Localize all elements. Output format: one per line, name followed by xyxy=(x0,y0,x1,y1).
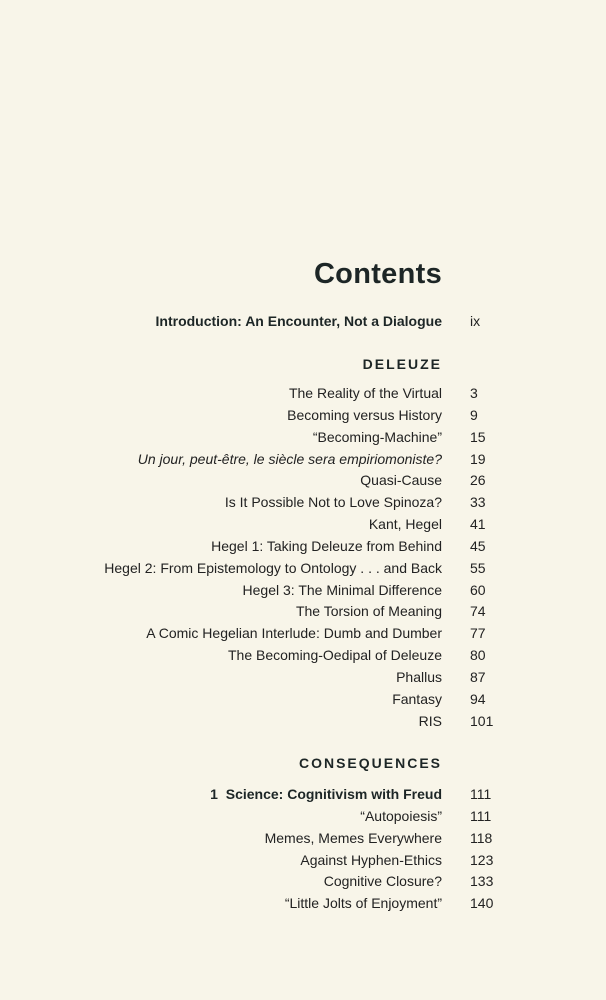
toc-introduction xyxy=(0,313,606,333)
toc-entry xyxy=(0,623,606,645)
section-heading-deleuze: DELEUZE xyxy=(362,356,442,372)
toc-entry-title: The Reality of the Virtual xyxy=(288,385,442,401)
toc-entry-title: Kant, Hegel xyxy=(368,516,442,533)
toc-entry-title: Against Hyphen-Ethics xyxy=(300,851,442,868)
toc-entry-title: Introduction: An Encounter, Not a Dialogue xyxy=(155,313,442,329)
toc-entry-title: RIS xyxy=(418,712,442,729)
toc-entry xyxy=(0,850,606,872)
toc-list-deleuze xyxy=(0,383,606,733)
toc-entry-page: 55 xyxy=(470,559,486,576)
toc-chapter-title: 1 Science: Cognitivism with Freud xyxy=(210,786,442,802)
toc-entry xyxy=(0,601,606,623)
toc-entry-title: Is It Possible Not to Love Spinoza? xyxy=(224,494,442,511)
toc-entry xyxy=(0,580,606,602)
toc-entry-page: 101 xyxy=(470,712,494,729)
toc-chapter-page: 111 xyxy=(470,786,492,802)
toc-entry xyxy=(0,470,606,492)
toc-entry xyxy=(0,711,606,733)
toc-entry-title: Un jour, peut-être, le siècle sera empiriomoniste? xyxy=(137,450,442,467)
toc-entry-title: Memes, Memes Everywhere xyxy=(264,829,442,846)
toc-entry xyxy=(0,871,606,893)
toc-entry-page: 33 xyxy=(470,494,486,511)
toc-entry xyxy=(0,806,606,828)
toc-entry-page: 41 xyxy=(470,516,486,533)
toc-entry-page: 74 xyxy=(470,603,486,620)
toc-entry-page: 111 xyxy=(470,807,492,824)
toc-entry-page: ix xyxy=(470,313,481,329)
toc-entry xyxy=(0,645,606,667)
toc-entry xyxy=(0,383,606,405)
toc-entry-page: 133 xyxy=(470,873,494,890)
toc-entry xyxy=(0,536,606,558)
toc-entry-title: “Little Jolts of Enjoyment” xyxy=(284,895,442,912)
toc-entry-page: 60 xyxy=(470,581,486,598)
toc-entry-page: 87 xyxy=(470,668,486,685)
toc-entry-page: 15 xyxy=(470,428,486,445)
toc-entry-title: “Becoming-Machine” xyxy=(312,428,442,445)
toc-entry-title: The Becoming-Oedipal of Deleuze xyxy=(227,647,442,664)
toc-entry-page: 123 xyxy=(470,851,494,868)
toc-entry-title: Phallus xyxy=(396,668,442,685)
toc-entry-title: Hegel 3: The Minimal Difference xyxy=(242,581,442,598)
section-heading-consequences: CONSEQUENCES xyxy=(298,755,442,771)
toc-entry-page: 3 xyxy=(470,385,478,401)
toc-entry-title: The Torsion of Meaning xyxy=(295,603,442,620)
toc-list-consequences xyxy=(0,784,606,915)
toc-entry-title: Becoming versus History xyxy=(287,406,442,423)
toc-entry-title: A Comic Hegelian Interlude: Dumb and Dumber xyxy=(146,625,442,642)
toc-entry-page: 94 xyxy=(470,690,486,707)
toc-entry xyxy=(0,558,606,580)
toc-entry-page: 118 xyxy=(470,829,493,846)
toc-entry-page: 26 xyxy=(470,472,486,489)
toc-entry-page: 19 xyxy=(470,450,486,467)
toc-entry xyxy=(0,893,606,915)
toc-entry-page: 140 xyxy=(470,895,494,912)
toc-entry xyxy=(0,667,606,689)
toc-entry xyxy=(0,405,606,427)
toc-entry-page: 9 xyxy=(470,406,478,423)
toc-entry-title: Hegel 1: Taking Deleuze from Behind xyxy=(211,537,442,554)
toc-entry-page: 77 xyxy=(470,625,486,642)
toc-entry xyxy=(0,514,606,536)
toc-entry xyxy=(0,449,606,471)
page-title: Contents xyxy=(313,258,442,290)
toc-entry xyxy=(0,828,606,850)
toc-entry-title: Quasi-Cause xyxy=(360,472,442,489)
toc-entry-title: Cognitive Closure? xyxy=(323,873,442,890)
toc-entry-title: Hegel 2: From Epistemology to Ontology . . . and Back xyxy=(104,559,442,576)
toc-entry-title: “Autopoiesis” xyxy=(360,807,442,824)
toc-chapter xyxy=(0,784,606,806)
toc-entry xyxy=(0,427,606,449)
toc-entry xyxy=(0,492,606,514)
toc-entry-page: 80 xyxy=(470,647,486,664)
toc-entry-page: 45 xyxy=(470,537,486,554)
toc-entry xyxy=(0,689,606,711)
toc-entry-title: Fantasy xyxy=(392,690,442,707)
